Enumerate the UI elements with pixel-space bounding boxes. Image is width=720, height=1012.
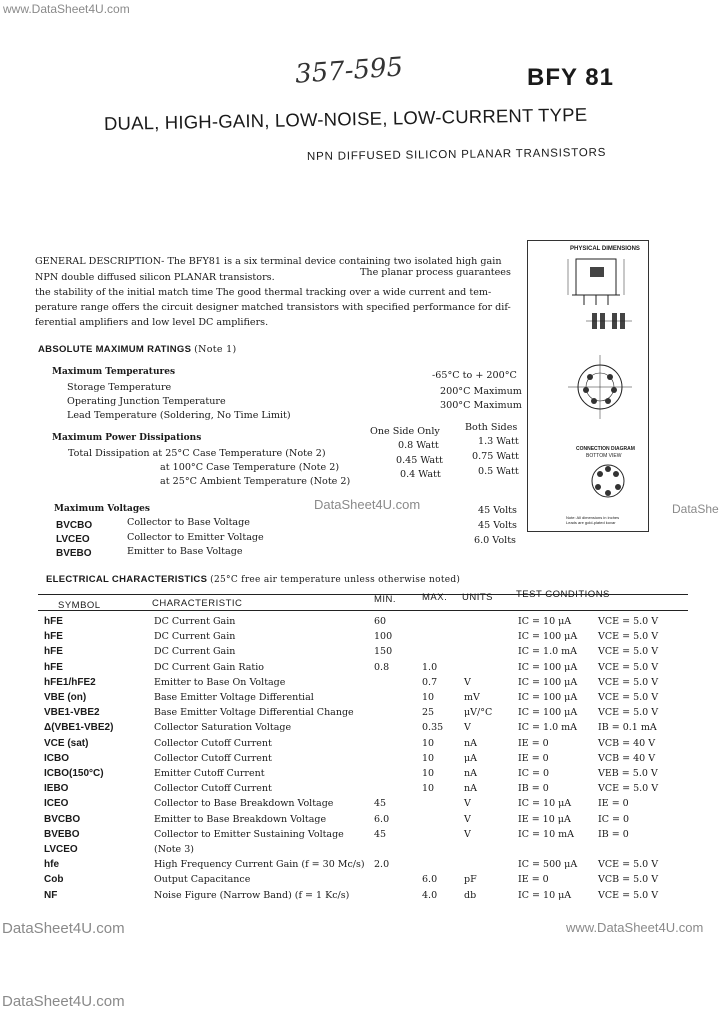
cell-sym: ICEO bbox=[44, 798, 69, 810]
cell-char: High Frequency Current Gain (f = 30 Mc/s) bbox=[154, 859, 365, 871]
cell-sym: NF bbox=[44, 889, 58, 901]
watermark-right-edge[interactable]: DataShe bbox=[672, 502, 719, 516]
cell-char: Emitter to Base On Voltage bbox=[154, 676, 286, 688]
watermark-mid[interactable]: DataSheet4U.com bbox=[314, 497, 421, 512]
cell-unit: nA bbox=[464, 768, 477, 779]
bottom-view-label: BOTTOM VIEW bbox=[586, 453, 622, 459]
cell-min: 45 bbox=[374, 828, 387, 840]
lvceo-value: 45 Volts bbox=[478, 520, 517, 531]
cell-char: (Note 3) bbox=[154, 844, 194, 855]
cell-t1: IB = 0 bbox=[518, 783, 549, 795]
table-row bbox=[38, 692, 688, 707]
power-heading: Maximum Power Dissipations bbox=[52, 433, 202, 443]
watermark-bottom-right[interactable]: www.DataSheet4U.com bbox=[566, 920, 704, 935]
cell-t1: IC = 0 bbox=[518, 768, 550, 779]
cell-t2: VCE = 5.0 V bbox=[598, 889, 659, 901]
cell-unit: μV/°C bbox=[464, 707, 493, 719]
cell-unit: mV bbox=[464, 692, 480, 703]
cell-char: Collector Cutoff Current bbox=[154, 737, 272, 749]
bvebo-symbol: BVEBO bbox=[56, 548, 92, 559]
cell-t2: VCE = 5.0 V bbox=[598, 692, 659, 703]
cell-t2: VCB = 5.0 V bbox=[598, 874, 659, 886]
part-number: BFY 81 bbox=[527, 64, 614, 91]
cell-t2: VCE = 5.0 V bbox=[598, 676, 659, 688]
cell-min: 60 bbox=[374, 616, 387, 627]
electrical-heading bbox=[46, 574, 460, 585]
one-side-header: One Side Only bbox=[370, 426, 440, 437]
cell-sym: BVEBO bbox=[44, 828, 80, 840]
cell-unit: V bbox=[464, 813, 471, 825]
cell-t1: IE = 0 bbox=[518, 874, 549, 886]
cell-min: 45 bbox=[374, 798, 387, 810]
cell-max: 25 bbox=[422, 707, 435, 719]
col-symbol: SYMBOL bbox=[58, 600, 101, 611]
case-100-both: 0.75 Watt bbox=[472, 451, 519, 462]
cell-char: DC Current Gain bbox=[154, 646, 236, 658]
watermark-top-left[interactable]: www.DataSheet4U.com bbox=[3, 2, 130, 16]
cell-sym: Cob bbox=[44, 874, 64, 886]
physical-dimensions-title: PHYSICAL DIMENSIONS bbox=[570, 246, 640, 252]
cell-t2: IC = 0 bbox=[598, 813, 630, 825]
cell-unit: μA bbox=[464, 752, 478, 764]
cell-char: Emitter to Base Breakdown Voltage bbox=[154, 813, 327, 825]
lvceo-label: Collector to Emitter Voltage bbox=[127, 532, 264, 543]
voltages-heading: Maximum Voltages bbox=[54, 504, 150, 514]
cell-t2: VCE = 5.0 V bbox=[598, 661, 659, 673]
table-row bbox=[38, 829, 688, 844]
col-units: UNITS bbox=[462, 592, 493, 603]
cell-char: Noise Figure (Narrow Band) (f = 1 Kc/s) bbox=[154, 889, 350, 901]
cell-char: DC Current Gain bbox=[154, 631, 236, 643]
cell-t1: IC = 100 μA bbox=[518, 676, 578, 688]
cell-max: 10 bbox=[422, 752, 435, 764]
absolute-max-title: ABSOLUTE MAXIMUM RATINGS bbox=[38, 344, 192, 355]
table-row bbox=[38, 844, 688, 859]
table-row bbox=[38, 722, 688, 737]
case-100-label: at 100°C Case Temperature (Note 2) bbox=[160, 462, 340, 473]
description-line-3: the stability of the initial match time The good thermal tracking over a wide current and tem- bbox=[35, 287, 492, 298]
cell-t1: IC = 10 mA bbox=[518, 828, 574, 840]
cell-sym: hFE bbox=[44, 646, 63, 658]
cell-t2: VEB = 5.0 V bbox=[598, 768, 658, 779]
cell-sym: ICBO bbox=[44, 752, 69, 764]
absolute-max-heading bbox=[38, 344, 237, 355]
cell-t1: IC = 1.0 mA bbox=[518, 646, 578, 658]
page-subtitle: NPN DIFFUSED SILICON PLANAR TRANSISTORS bbox=[306, 146, 607, 163]
cell-t2: VCE = 5.0 V bbox=[598, 783, 659, 795]
cell-char: DC Current Gain bbox=[154, 616, 236, 627]
col-min: MIN. bbox=[374, 594, 397, 605]
cell-min: 100 bbox=[374, 631, 393, 643]
cell-char: Output Capacitance bbox=[154, 874, 251, 886]
table-row bbox=[38, 677, 688, 692]
cell-unit: V bbox=[464, 798, 471, 810]
cell-sym: ICBO(150°C) bbox=[44, 768, 104, 779]
page-title: DUAL, HIGH-GAIN, LOW-NOISE, LOW-CURRENT TYPE bbox=[103, 103, 588, 134]
junction-temp-value: 200°C Maximum bbox=[440, 386, 522, 397]
case-100-one: 0.45 Watt bbox=[396, 455, 443, 466]
watermark-footer[interactable]: DataSheet4U.com bbox=[2, 993, 125, 1010]
cell-char: Base Emitter Voltage Differential bbox=[154, 692, 314, 703]
total-dissipation-both: 1.3 Watt bbox=[478, 436, 519, 447]
cell-t1: IC = 100 μA bbox=[518, 631, 578, 643]
cell-max: 0.35 bbox=[422, 722, 444, 734]
cell-t2: VCB = 40 V bbox=[598, 737, 656, 749]
table-row bbox=[38, 859, 688, 874]
table-row bbox=[38, 874, 688, 889]
bvebo-value: 6.0 Volts bbox=[474, 535, 516, 546]
description-line-1: GENERAL DESCRIPTION- The BFY81 is a six terminal device containing two isolated high gain bbox=[35, 256, 502, 267]
cell-unit: nA bbox=[464, 783, 477, 795]
description-line-5: ferential amplifiers and low level DC amplifiers. bbox=[35, 317, 269, 328]
cell-min: 6.0 bbox=[374, 813, 390, 825]
cell-max: 1.0 bbox=[422, 661, 438, 673]
cell-unit: V bbox=[464, 676, 471, 688]
cell-min: 0.8 bbox=[374, 661, 390, 673]
electrical-title: ELECTRICAL CHARACTERISTICS bbox=[46, 574, 208, 585]
cell-char: Collector Saturation Voltage bbox=[154, 722, 292, 734]
cell-unit: pF bbox=[464, 874, 477, 886]
cell-sym: VBE1-VBE2 bbox=[44, 707, 100, 719]
cell-t1: IC = 100 μA bbox=[518, 692, 578, 703]
junction-temp-label: Operating Junction Temperature bbox=[67, 396, 226, 407]
cell-sym: VCE (sat) bbox=[44, 737, 89, 749]
both-sides-header: Both Sides bbox=[465, 422, 518, 433]
package-drawing bbox=[528, 241, 646, 529]
cell-t2: IB = 0 bbox=[598, 828, 629, 840]
cell-t2: VCE = 5.0 V bbox=[598, 707, 659, 719]
lead-temp-value: 300°C Maximum bbox=[440, 400, 522, 411]
cell-sym: BVCBO bbox=[44, 813, 81, 825]
handwritten-number: 357-595 bbox=[294, 52, 404, 90]
ambient-25-both: 0.5 Watt bbox=[478, 466, 519, 477]
storage-temp-value: -65°C to + 200°C bbox=[432, 370, 517, 381]
cell-t2: VCB = 40 V bbox=[598, 752, 656, 764]
cell-char: Collector Cutoff Current bbox=[154, 752, 272, 764]
bvcbo-value: 45 Volts bbox=[478, 505, 517, 516]
storage-temp-label: Storage Temperature bbox=[67, 382, 172, 393]
cell-t2: VCE = 5.0 V bbox=[598, 616, 659, 627]
bvcbo-label: Collector to Base Voltage bbox=[127, 517, 250, 528]
cell-t1: IC = 10 μA bbox=[518, 616, 572, 627]
connection-diagram-title: CONNECTION DIAGRAM bbox=[576, 446, 635, 452]
table-row bbox=[38, 753, 688, 768]
cell-t1: IE = 0 bbox=[518, 737, 549, 749]
table-row bbox=[38, 662, 688, 677]
table-row bbox=[38, 616, 688, 631]
cell-min: 150 bbox=[374, 646, 393, 658]
table-row bbox=[38, 798, 688, 813]
cell-max: 10 bbox=[422, 783, 435, 795]
cell-max: 10 bbox=[422, 737, 435, 749]
lvceo-symbol: LVCEO bbox=[56, 534, 90, 545]
cell-t1: IC = 500 μA bbox=[518, 859, 578, 871]
total-dissipation-one: 0.8 Watt bbox=[398, 440, 439, 451]
lead-temp-label: Lead Temperature (Soldering, No Time Limit) bbox=[67, 410, 291, 421]
cell-unit: V bbox=[464, 828, 471, 840]
cell-t1: IC = 100 μA bbox=[518, 707, 578, 719]
cell-t1: IC = 1.0 mA bbox=[518, 722, 578, 734]
cell-unit: nA bbox=[464, 737, 477, 749]
cell-t2: VCE = 5.0 V bbox=[598, 859, 659, 871]
table-row bbox=[38, 890, 688, 905]
cell-sym: hFE bbox=[44, 616, 63, 627]
description-line-2b: The planar process guarantees bbox=[360, 267, 511, 278]
cell-t2: VCE = 5.0 V bbox=[598, 631, 659, 643]
cell-sym: LVCEO bbox=[44, 844, 78, 855]
cell-char: DC Current Gain Ratio bbox=[154, 661, 264, 673]
cell-t2: VCE = 5.0 V bbox=[598, 646, 659, 658]
cell-max: 10 bbox=[422, 768, 435, 779]
cell-sym: hFE1/hFE2 bbox=[44, 676, 96, 688]
physical-dimensions-panel bbox=[527, 240, 649, 532]
cell-sym: IEBO bbox=[44, 783, 69, 795]
description-line-2a: NPN double diffused silicon PLANAR transistors. bbox=[35, 272, 275, 283]
table-header bbox=[38, 589, 688, 611]
cell-t1: IE = 0 bbox=[518, 752, 549, 764]
table-rule-header bbox=[38, 610, 688, 611]
table-row bbox=[38, 631, 688, 646]
cell-min: 2.0 bbox=[374, 859, 390, 871]
col-characteristic: CHARACTERISTIC bbox=[152, 598, 243, 609]
ambient-25-one: 0.4 Watt bbox=[400, 469, 441, 480]
bvcbo-symbol: BVCBO bbox=[56, 520, 93, 531]
bvebo-label: Emitter to Base Voltage bbox=[127, 546, 243, 557]
description-line-4: perature range offers the circuit designer matched transistors with specified performance for dif- bbox=[35, 302, 511, 313]
table-row bbox=[38, 814, 688, 829]
total-dissipation-label: Total Dissipation at 25°C Case Temperature (Note 2) bbox=[68, 448, 326, 459]
col-max: MAX. bbox=[422, 592, 448, 603]
cell-char: Collector to Base Breakdown Voltage bbox=[154, 798, 334, 810]
cell-char: Base Emitter Voltage Differential Change bbox=[154, 707, 354, 719]
watermark-bottom-left[interactable]: DataSheet4U.com bbox=[2, 920, 125, 937]
cell-t1: IE = 10 μA bbox=[518, 813, 571, 825]
table-row bbox=[38, 646, 688, 661]
col-test-conditions: TEST CONDITIONS bbox=[516, 589, 610, 600]
cell-sym: Δ(VBE1-VBE2) bbox=[44, 722, 114, 734]
cell-unit: db bbox=[464, 889, 477, 901]
cell-sym: hFE bbox=[44, 631, 63, 643]
table-row bbox=[38, 738, 688, 753]
temperatures-heading: Maximum Temperatures bbox=[52, 367, 176, 377]
cell-sym: VBE (on) bbox=[44, 692, 87, 703]
cell-t2: IE = 0 bbox=[598, 798, 629, 810]
cell-max: 10 bbox=[422, 692, 435, 703]
cell-t1: IC = 10 μA bbox=[518, 889, 572, 901]
electrical-condition: (25°C free air temperature unless otherwise noted) bbox=[210, 575, 461, 585]
cell-max: 6.0 bbox=[422, 874, 438, 886]
cell-t2: IB = 0.1 mA bbox=[598, 722, 657, 734]
absolute-max-note: (Note 1) bbox=[194, 344, 237, 355]
cell-char: Emitter Cutoff Current bbox=[154, 768, 265, 779]
cell-max: 0.7 bbox=[422, 676, 438, 688]
dimensions-note: Note: All dimensions in inches Leads are gold-plated kovar bbox=[566, 515, 620, 525]
cell-t1: IC = 100 μA bbox=[518, 661, 578, 673]
ambient-25-label: at 25°C Ambient Temperature (Note 2) bbox=[160, 476, 351, 487]
cell-char: Collector to Emitter Sustaining Voltage bbox=[154, 828, 344, 840]
cell-max: 4.0 bbox=[422, 889, 438, 901]
cell-sym: hFE bbox=[44, 661, 63, 673]
cell-t1: IC = 10 μA bbox=[518, 798, 572, 810]
cell-sym: hfe bbox=[44, 859, 59, 871]
cell-unit: V bbox=[464, 722, 471, 734]
table-row bbox=[38, 783, 688, 798]
cell-char: Collector Cutoff Current bbox=[154, 783, 272, 795]
table-row bbox=[38, 707, 688, 722]
table-row bbox=[38, 768, 688, 783]
